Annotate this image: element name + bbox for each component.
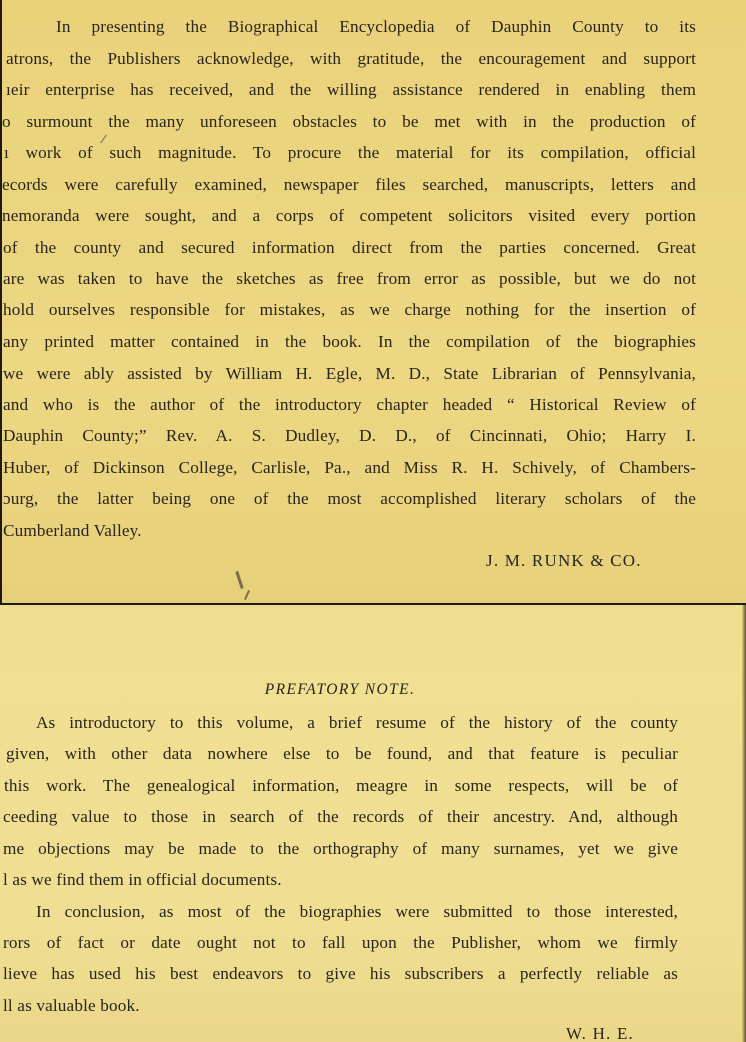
note-line-3: this work. The genealogical information, meagre in some respects, will be of: [4, 776, 678, 795]
note-line-7: In conclusion, as most of the biographies were submitted to those interested,: [36, 902, 678, 921]
page-edge-shadow: [0, 0, 2, 605]
preface-line-12: we were ably assisted by William H. Egle, M. D., State Librarian of Pennsylvania,: [3, 364, 696, 383]
preface-line-14: Dauphin County;” Rev. A. S. Dudley, D. D., of Cincinnati, Ohio; Harry I.: [3, 426, 696, 445]
preface-line-11: any printed matter contained in the book. In the compilation of the biographies: [3, 332, 696, 351]
preface-line-1: In presenting the Biographical Encyclopedia of Dauphin County to its: [56, 17, 696, 36]
preface-line-3: ıeir enterprise has received, and the willing assistance rendered in enabling them: [6, 80, 696, 99]
note-signature: W. H. E.: [566, 1024, 634, 1042]
note-line-9: lieve has used his best endeavors to give his subscribers a perfectly reliable as: [3, 964, 678, 983]
prefatory-note-page: [0, 605, 746, 1042]
paper-blemish: [244, 590, 250, 600]
preface-line-17: Cumberland Valley.: [3, 521, 142, 540]
page-edge-shadow: [742, 605, 746, 1042]
preface-line-15: Huber, of Dickinson College, Carlisle, Pa., and Miss R. H. Schively, of Chambers-: [3, 458, 696, 477]
preface-line-8: of the county and secured information direct from the parties concerned. Great: [3, 238, 696, 257]
note-line-6: l as we find them in official documents.: [3, 870, 282, 889]
note-line-2: given, with other data nowhere else to be found, and that feature is peculiar: [6, 744, 678, 763]
preface-line-9: are was taken to have the sketches as free from error as possible, but we do not: [3, 269, 696, 288]
preface-line-4: o surmount the many unforeseen obstacles to be met with in the production of: [2, 112, 696, 131]
note-line-1: As introductory to this volume, a brief resume of the history of the county: [36, 713, 678, 732]
preface-line-10: hold ourselves responsible for mistakes, as we charge nothing for the insertion of: [3, 300, 696, 319]
preface-line-6: ecords were carefully examined, newspaper files searched, manuscripts, letters and: [2, 175, 696, 194]
note-line-5: me objections may be made to the orthography of many surnames, yet we give: [3, 839, 678, 858]
preface-line-7: nemoranda were sought, and a corps of competent solicitors visited every portion: [2, 206, 696, 225]
preface-line-5: ı work of such magnitude. To procure the material for its compilation, official: [4, 143, 696, 162]
paper-blemish: [235, 571, 243, 589]
note-line-4: ceeding value to those in search of the records of their ancestry. And, although: [3, 807, 678, 826]
note-line-8: rors of fact or date ought not to fall upon the Publisher, whom we firmly: [3, 933, 678, 952]
preface-signature: J. M. RUNK & CO.: [486, 551, 642, 570]
preface-line-13: and who is the author of the introductory chapter headed “ Historical Review of: [3, 395, 696, 414]
preface-line-2: atrons, the Publishers acknowledge, with gratitude, the encouragement and support: [6, 49, 696, 68]
preface-line-16: ɔurg, the latter being one of the most accomplished literary scholars of the: [3, 489, 696, 508]
note-line-10: ll as valuable book.: [3, 996, 140, 1015]
prefatory-note-heading: PREFATORY NOTE.: [264, 681, 416, 698]
